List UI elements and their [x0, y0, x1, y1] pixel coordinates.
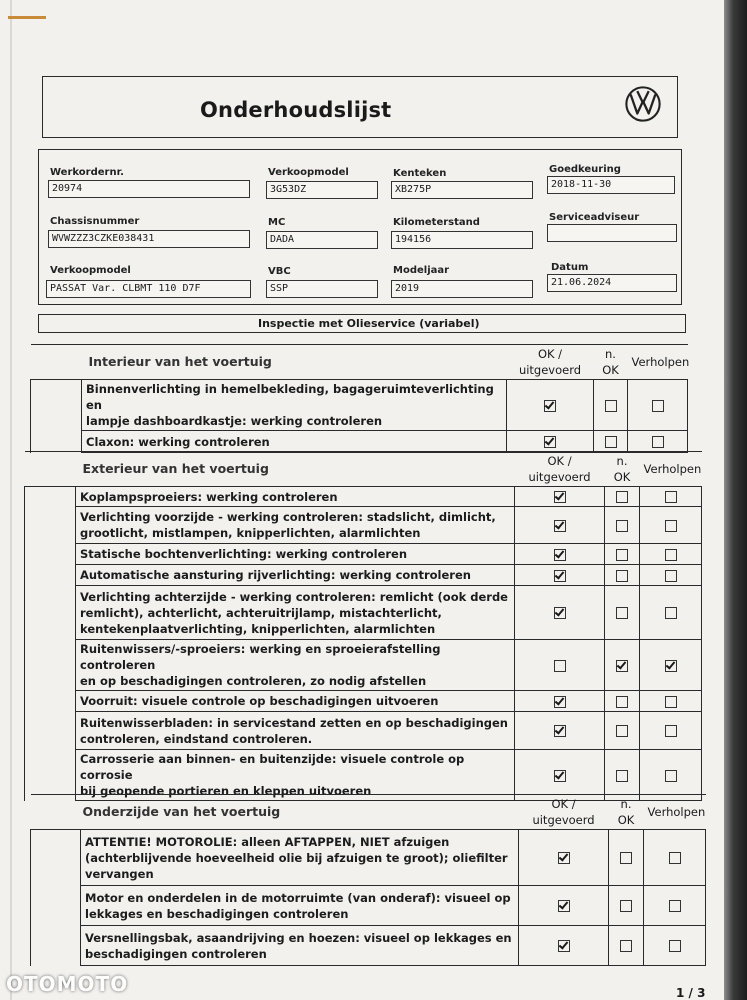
datum-label: Datum: [551, 262, 589, 273]
ok-checkbox[interactable]: [544, 400, 556, 412]
nok-checkbox[interactable]: [616, 491, 628, 503]
section-onderzijde: [30, 794, 706, 966]
table-row: [31, 886, 706, 926]
table-row: [31, 431, 688, 453]
fixed-checkbox[interactable]: [665, 660, 677, 672]
ok-checkbox[interactable]: [558, 900, 570, 912]
watermark: OTOMOTO: [6, 972, 129, 996]
nok-checkbox[interactable]: [616, 607, 628, 619]
nok-checkbox[interactable]: [616, 660, 628, 672]
nok-checkbox[interactable]: [616, 696, 628, 708]
fixed-checkbox[interactable]: [665, 549, 677, 561]
col-ok-header: OK / uitgevoerd: [515, 452, 605, 487]
fixed-checkbox[interactable]: [665, 607, 677, 619]
fixed-checkbox[interactable]: [665, 725, 677, 737]
fixed-checkbox[interactable]: [669, 900, 681, 912]
ok-checkbox[interactable]: [554, 549, 566, 561]
col-ok-header: OK / uitgevoerd: [519, 795, 609, 830]
page-edge-line: [10, 0, 12, 1000]
fixed-checkbox[interactable]: [665, 491, 677, 503]
werkordernr-label: Werkordernr.: [50, 167, 124, 178]
row-description: Koplampsproeiers: werking controleren: [76, 487, 515, 507]
table-row: [25, 565, 702, 586]
ok-checkbox[interactable]: [554, 570, 566, 582]
table-row: [25, 507, 702, 544]
nok-checkbox[interactable]: [616, 520, 628, 532]
col-nok-header: n. OK: [605, 452, 640, 487]
row-description: Ruitenwissers/-sproeiers: werking en sproeierafstelling controleren en op beschadigingen controleren, zo nodig afstellen: [76, 640, 515, 691]
nok-checkbox[interactable]: [616, 549, 628, 561]
ok-checkbox[interactable]: [544, 436, 556, 448]
table-row: [25, 750, 702, 801]
nok-checkbox[interactable]: [620, 852, 632, 864]
kenteken-field: XB275P: [391, 181, 533, 199]
section-title: Interieur van het voertuig: [88, 354, 272, 369]
km-label: Kilometerstand: [393, 217, 480, 228]
fixed-checkbox[interactable]: [665, 770, 677, 782]
section-header: [31, 795, 706, 830]
row-description: Binnenverlichting in hemelbekleding, bagageruimteverlichting en lampje dashboardkastje: werking controleren: [82, 380, 507, 431]
background-edge: [724, 0, 747, 1000]
verkoopmodel2-field: PASSAT Var. CLBMT 110 D7F: [46, 280, 251, 298]
nok-checkbox[interactable]: [616, 770, 628, 782]
fixed-checkbox[interactable]: [652, 436, 664, 448]
row-description: Carrosserie aan binnen- en buitenzijde: visuele controle op corrosie bij geopende portieren en kleppen uitvoeren: [76, 750, 515, 801]
verkoopmodel-label: Verkoopmodel: [268, 167, 349, 178]
serviceadviseur-label: Serviceadviseur: [549, 212, 640, 223]
section-exterieur: [24, 451, 702, 801]
table-row: [31, 926, 706, 966]
nok-checkbox[interactable]: [616, 570, 628, 582]
datum-field: 21.06.2024: [547, 274, 677, 292]
table-row: [25, 691, 702, 712]
col-fixed-header: Verholpen: [644, 795, 706, 830]
chassis-field: WVWZZZ3CZKE038431: [48, 230, 250, 248]
table-row: [25, 586, 702, 640]
ok-checkbox[interactable]: [554, 660, 566, 672]
inspection-title: Inspectie met Olieservice (variabel): [258, 317, 480, 330]
col-nok-header: n. OK: [594, 345, 628, 380]
verkoopmodel-field: 3G53DZ: [266, 181, 378, 199]
vbc-label: VBC: [268, 266, 291, 277]
col-fixed-header: Verholpen: [640, 452, 702, 487]
nok-checkbox[interactable]: [605, 400, 617, 412]
table-row: [31, 380, 688, 431]
ok-checkbox[interactable]: [554, 607, 566, 619]
fixed-checkbox[interactable]: [665, 520, 677, 532]
col-fixed-header: Verholpen: [628, 345, 688, 380]
row-description: Statische bochtenverlichting: werking controleren: [76, 544, 515, 565]
vbc-field: SSP: [266, 280, 378, 298]
mc-field: DADA: [266, 231, 378, 249]
goedkeuring-label: Goedkeuring: [549, 164, 621, 175]
section-interieur: [30, 344, 688, 453]
row-description: Voorruit: visuele controle op beschadigingen uitvoeren: [76, 691, 515, 712]
ok-checkbox[interactable]: [554, 491, 566, 503]
table-row: [25, 640, 702, 691]
section-title: Exterieur van het voertuig: [82, 461, 269, 476]
mc-label: MC: [268, 217, 286, 228]
ok-checkbox[interactable]: [558, 940, 570, 952]
row-description: Automatische aansturing rijverlichting: werking controleren: [76, 565, 515, 586]
row-description: Verlichting achterzijde - werking controleren: remlicht (ook derde remlicht), achterlicht, achteruitrijlamp, mistachterlicht, kentekenplaatverlichting, knipperlichten, alarmlichten: [76, 586, 515, 640]
row-description: Verlichting voorzijde - werking controleren: stadslicht, dimlicht, grootlicht, mistlampen, knipperlichten, alarmlichten: [76, 507, 515, 544]
nok-checkbox[interactable]: [620, 940, 632, 952]
kenteken-label: Kenteken: [393, 168, 447, 179]
section-title: Onderzijde van het voertuig: [82, 804, 281, 819]
row-description: Ruitenwisserbladen: in servicestand zetten en op beschadigingen controleren, eindstand controleren.: [76, 712, 515, 750]
fixed-checkbox[interactable]: [652, 400, 664, 412]
chassis-label: Chassisnummer: [50, 216, 140, 227]
ok-checkbox[interactable]: [554, 770, 566, 782]
table-row: [25, 712, 702, 750]
modeljaar-label: Modeljaar: [393, 265, 450, 276]
section-header: [31, 345, 688, 380]
nok-checkbox[interactable]: [616, 725, 628, 737]
row-description: Versnellingsbak, asaandrijving en hoezen: visueel op lekkages en beschadigingen controleren: [81, 926, 519, 966]
table-row: [25, 487, 702, 507]
row-description: ATTENTIE! MOTOROLIE: alleen AFTAPPEN, NIET afzuigen (achterblijvende hoeveelheid olie bij afzuigen te groot); oliefilter vervangen: [81, 830, 519, 886]
fixed-checkbox[interactable]: [665, 570, 677, 582]
col-ok-header: OK / uitgevoerd: [507, 345, 594, 380]
fixed-checkbox[interactable]: [665, 696, 677, 708]
page-number: 1 / 3: [676, 986, 706, 1000]
col-nok-header: n. OK: [609, 795, 644, 830]
goedkeuring-field: 2018-11-30: [547, 176, 675, 194]
fixed-checkbox[interactable]: [669, 940, 681, 952]
section-header: [25, 452, 702, 487]
ok-checkbox[interactable]: [558, 852, 570, 864]
ok-checkbox[interactable]: [554, 725, 566, 737]
serviceadviseur-field: [547, 224, 677, 242]
modeljaar-field: 2019: [391, 280, 533, 298]
fixed-checkbox[interactable]: [669, 852, 681, 864]
ok-checkbox[interactable]: [554, 520, 566, 532]
table-row: [31, 830, 706, 886]
ok-checkbox[interactable]: [554, 696, 566, 708]
page-title: Onderhoudslijst: [200, 98, 392, 122]
vw-logo-icon: [624, 85, 662, 123]
km-field: 194156: [391, 231, 533, 249]
verkoopmodel2-label: Verkoopmodel: [50, 265, 131, 276]
row-description: Motor en onderdelen in de motorruimte (van onderaf): visueel op lekkages en beschadigingen controleren: [81, 886, 519, 926]
werkordernr-field: 20974: [48, 180, 250, 198]
orange-mark: [8, 16, 46, 19]
nok-checkbox[interactable]: [605, 436, 617, 448]
table-row: [25, 544, 702, 565]
nok-checkbox[interactable]: [620, 900, 632, 912]
row-description: Claxon: werking controleren: [82, 431, 507, 453]
